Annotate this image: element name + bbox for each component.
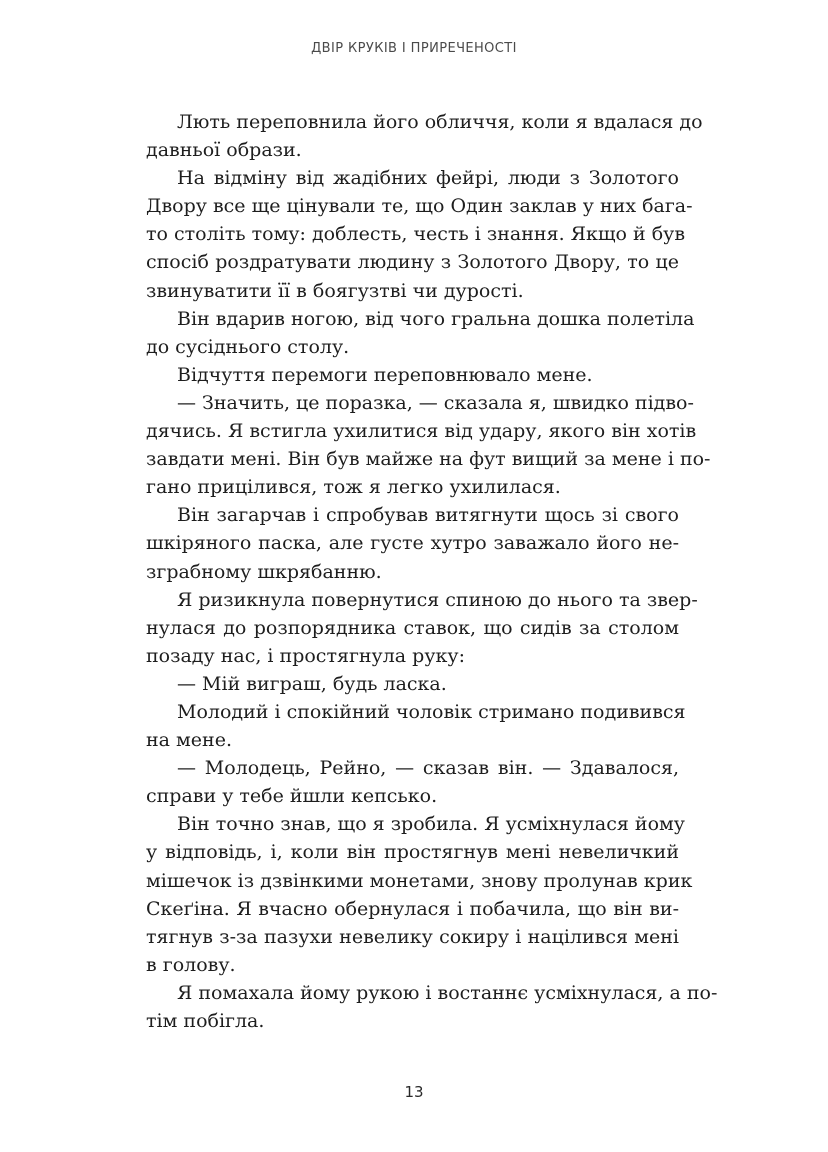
text-line: завдати мені. Він був майже на фут вищий за мене і по-	[146, 448, 711, 471]
text-line: зграбному шкрябанню.	[146, 560, 382, 583]
text-line: тім побігла.	[146, 1010, 265, 1032]
text-line: нулася до розпорядника ставок, що сидів за столом	[146, 616, 679, 639]
text-line: справи у тебе йшли кепсько.	[146, 785, 438, 808]
text-line: Скеґіна. Я вчасно обернулася і побачила, що він ви-	[146, 897, 679, 920]
body-text	[146, 108, 718, 1035]
text-line: — Мій виграш, будь ласка.	[177, 672, 447, 695]
text-line: шкіряного паска, але густе хутро заважало його не-	[146, 532, 679, 555]
text-line: позаду нас, і простягнула руку:	[146, 644, 465, 667]
text-line: Він загарчав і спробував витягнути щось зі свого	[177, 504, 679, 527]
text-line: дячись. Я встигла ухилитися від удару, якого він хотів	[146, 420, 697, 443]
text-line: у відповідь, і, коли він простягнув мені невеличкий	[146, 841, 679, 864]
text-line: тягнув з-за пазухи невелику сокиру і націлився мені	[146, 925, 679, 948]
text-line: давньої образи.	[146, 139, 302, 162]
text-line: — Значить, це поразка, — сказала я, швидко підво-	[177, 391, 694, 414]
text-line: Відчуття перемоги переповнювало мене.	[177, 363, 593, 386]
text-line: спосіб роздратувати людину з Золотого Двору, то це	[146, 251, 679, 274]
text-line: гано прицілився, тож я легко ухилилася.	[146, 476, 561, 499]
text-line: звинуватити її в боягузтві чи дурості.	[146, 279, 524, 302]
text-line: Він вдарив ногою, від чого гральна дошка полетіла	[177, 307, 695, 330]
text-line: Він точно знав, що я зробила. Я усміхнулася йому	[177, 813, 685, 836]
text-line: до сусіднього столу.	[146, 335, 350, 358]
text-line: мішечок із дзвінкими монетами, знову пролунав крик	[146, 869, 693, 892]
running-head-title: ДВІР КРУКІВ І ПРИРЕЧЕНОСТІ	[311, 41, 517, 56]
text-line: на мене.	[146, 729, 233, 752]
text-line: в голову.	[146, 953, 236, 976]
text-line: Я помахала йому рукою і востаннє усміхнулася, а по-	[177, 981, 718, 1004]
text-line: Лють переповнила його обличчя, коли я вдалася до	[177, 111, 703, 133]
text-line: — Молодець, Рейно, — сказав він. — Здавалося,	[177, 757, 679, 780]
page-number: 13	[404, 1083, 424, 1101]
text-line: Молодий і спокійний чоловік стримано подивився	[177, 700, 686, 723]
text-line: На відміну від жадібних фейрі, люди з Золотого	[177, 167, 679, 190]
text-line: Двору все ще цінували те, що Один заклав у них бага-	[146, 195, 693, 218]
text-line: то століть тому: доблесть, честь і знання. Якщо й був	[146, 223, 686, 246]
text-line: Я ризикнула повернутися спиною до нього та звер-	[177, 588, 698, 611]
